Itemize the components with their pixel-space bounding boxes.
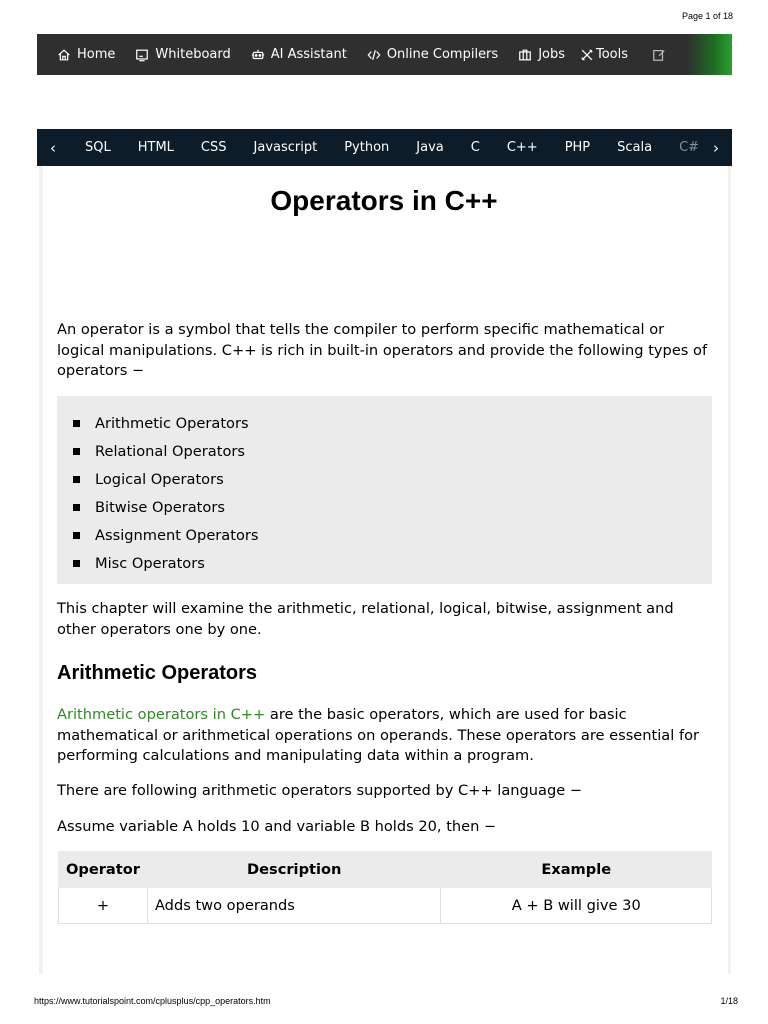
tab-java[interactable]: Java — [416, 140, 444, 155]
list-item-label: Misc Operators — [95, 554, 205, 572]
nav-item-label: AI Assistant — [270, 47, 347, 62]
list-item — [57, 465, 712, 493]
arithmetic-intro — [57, 705, 712, 767]
whiteboard-icon — [134, 47, 150, 63]
bullet-icon — [73, 476, 80, 483]
page-count: Page 1 of 18 — [681, 11, 733, 21]
list-item — [57, 549, 712, 577]
bullet-icon — [73, 448, 80, 455]
robot-icon — [250, 47, 266, 63]
operator-types-list — [57, 396, 712, 584]
footer-url: https://www.tutorialspoint.com/cplusplus/cpp_operators.htm — [34, 996, 271, 1006]
nav-item-ai-assistant[interactable] — [250, 47, 347, 63]
nav-item-online-compilers[interactable] — [366, 47, 498, 63]
column-header-operator: Operator — [59, 852, 148, 888]
nav-item-jobs[interactable] — [517, 47, 565, 63]
tab-python[interactable]: Python — [344, 140, 390, 155]
list-item-label: Logical Operators — [95, 470, 224, 488]
language-tab-bar — [37, 129, 732, 166]
page-title: Operators in C++ — [270, 185, 498, 216]
list-item — [57, 521, 712, 549]
nav-item-tools[interactable] — [579, 47, 628, 63]
bullet-icon — [73, 560, 80, 567]
supported-note: There are following arithmetic operators supported by C++ language − — [57, 782, 583, 799]
section-heading: Arithmetic Operators — [57, 662, 258, 684]
bullet-icon — [73, 420, 80, 427]
list-item-label: Assignment Operators — [95, 526, 259, 544]
code-icon — [366, 47, 382, 63]
footer-page-number: 1/18 — [720, 996, 738, 1006]
tab-scala[interactable]: Scala — [617, 140, 653, 155]
list-item — [57, 409, 712, 437]
operators-table — [58, 851, 712, 924]
assumption-note: Assume variable A holds 10 and variable B holds 20, then − — [57, 818, 497, 835]
edit-icon[interactable] — [652, 48, 666, 62]
arithmetic-operators-link[interactable]: Arithmetic operators in C++ — [57, 706, 266, 723]
list-item-label: Relational Operators — [95, 442, 245, 460]
nav-item-label: Tools — [596, 47, 629, 62]
home-icon — [56, 47, 72, 63]
intro-paragraph: An operator is a symbol that tells the compiler to perform specific mathematical or logical manipulations. C++ is rich in built-in operators and provide the following types of operators − — [57, 321, 708, 379]
column-header-example: Example — [441, 852, 712, 888]
tab-csharp[interactable]: C# — [679, 140, 700, 155]
content-border-right — [728, 166, 731, 974]
chapter-note: This chapter will examine the arithmetic, relational, logical, bitwise, assignment and other operators one by one. — [57, 600, 674, 638]
tab-c[interactable]: C — [470, 140, 480, 155]
tab-php[interactable]: PHP — [564, 140, 591, 155]
nav-item-home[interactable] — [56, 47, 115, 63]
scroll-left-button[interactable]: ‹ — [50, 138, 56, 157]
table-row — [59, 888, 712, 924]
column-header-description: Description — [147, 852, 441, 888]
list-item — [57, 493, 712, 521]
briefcase-icon — [517, 47, 533, 63]
table-cell-description: Adds two operands — [147, 888, 441, 924]
scroll-right-button[interactable]: › — [700, 129, 732, 166]
nav-item-label: Jobs — [538, 47, 565, 62]
tab-sql[interactable]: SQL — [85, 140, 111, 155]
tab-html[interactable]: HTML — [137, 140, 174, 155]
tools-icon — [579, 47, 595, 63]
nav-accent-fade — [687, 34, 732, 75]
top-navigation-bar — [37, 34, 732, 75]
table-header-row — [59, 852, 712, 888]
list-item-label: Arithmetic Operators — [95, 414, 249, 432]
tab-javascript[interactable]: Javascript — [253, 140, 318, 155]
arithmetic-intro-text: are the basic operators, which are used for basic mathematical or arithmetical operations on operands. These operators are essential for performing calculations and manipulating data within a program. — [57, 706, 700, 764]
table-cell-operator: + — [59, 888, 148, 924]
tab-cpp[interactable]: C++ — [506, 140, 538, 155]
bullet-icon — [73, 532, 80, 539]
table-cell-example: A + B will give 30 — [441, 888, 712, 924]
content-border-left — [39, 166, 43, 974]
list-item-label: Bitwise Operators — [95, 498, 225, 516]
bullet-icon — [73, 504, 80, 511]
list-item — [57, 437, 712, 465]
nav-item-label: Online Compilers — [386, 47, 499, 62]
nav-item-label: Home — [77, 47, 116, 62]
nav-item-label: Whiteboard — [155, 47, 231, 62]
nav-item-whiteboard[interactable] — [134, 47, 230, 63]
tab-css[interactable]: CSS — [200, 140, 227, 155]
